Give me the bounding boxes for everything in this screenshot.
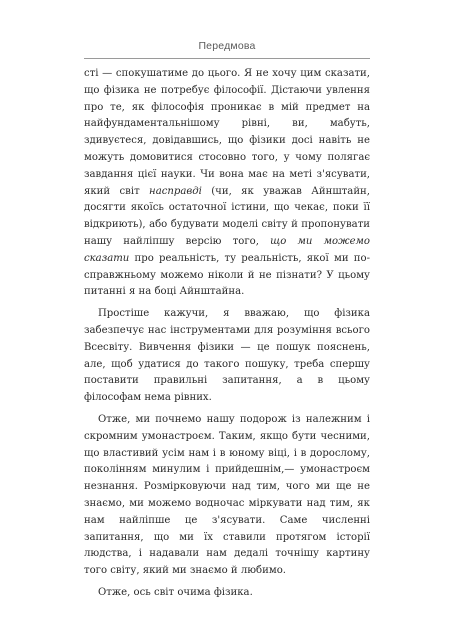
paragraph (84, 66, 370, 301)
text-run: Простіше кажучи, я вважаю, що фізика забезпечує нас інструментами для розуміння всього Всесвіту. Вивчення фізики — це пошук пояснень, але, щоб удатися до такого пошуку, треба спершу поставити правильні запитання, а в цьому філософам нема рівних. (84, 308, 370, 404)
text-run: Отже, ось світ очима фізика. (98, 586, 253, 598)
text-run: сті — спокушатиме до цього. Я не хочу цим сказати, що фізика не потребує філософії. Дістаючи увлення про те, як філософія проникає в мій предмет на найфундаментальнішому рівні, ви, мабуть, здивуєтеся, довідавшись, що фізики досі навіть не можуть домовитися стосовно того, у чому полягає завдання цієї науки. Чи вона має на меті з'ясувати, який світ (84, 68, 370, 197)
text-run: Отже, ми почнемо нашу подорож із належним і скромним умонастроєм. Таким, якщо бути чесними, що властивий усім нам і в юному віці, і в дорослому, поколінням минулим і прийдешнім,— умонастроєм незнання. Розмірковуючи над тим, чого ми ще не знаємо, ми можемо водночас міркувати над тим, як нам найліпше це з'ясувати. Саме численні запитання, що ми їх ставили протягом історії людства, і надавали нам дедалі точнішу картину того світу, який ми знаємо й любимо. (84, 413, 370, 577)
body-text (84, 66, 370, 607)
paragraph (84, 585, 370, 602)
italic-phrase: що ми можемо сказати (84, 235, 370, 264)
text-run: (чи, як уважав Айнштайн, досягти якоїсь остаточної істини, що чекає, поки її відкриють), або будувати моделі світу й пропонувати нашу найліпшу версію того, (84, 185, 370, 247)
paragraph (84, 412, 370, 580)
text-run: про реальність, ту реальність, якої ми по-справжньому можемо ніколи й не пізнати? У цьому питанні я на боці Айнштайна. (84, 252, 370, 298)
header-rule (84, 58, 370, 59)
paragraph (84, 306, 370, 407)
italic-phrase: насправді (149, 185, 202, 197)
running-title: Передмова (198, 40, 256, 52)
